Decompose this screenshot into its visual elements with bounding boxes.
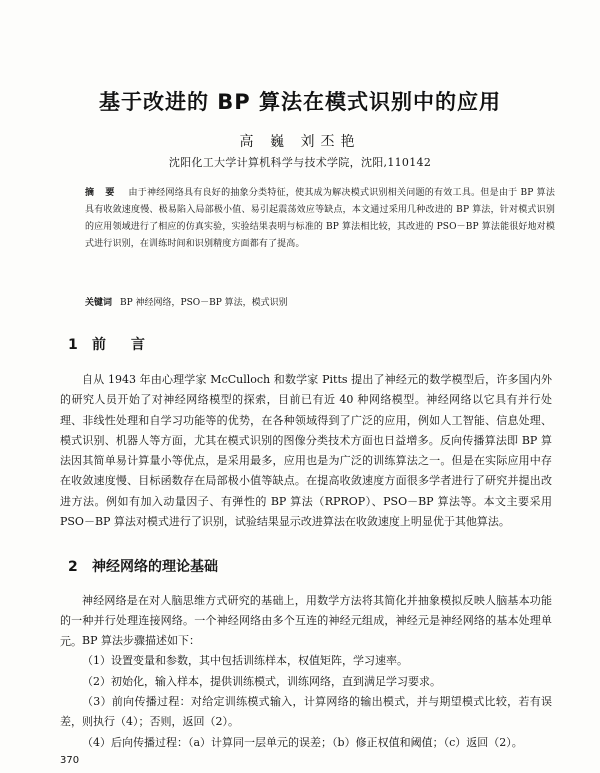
bp-step-2: （2）初始化，输入样本，提供训练模式，训练网络，直到满足学习要求。 <box>82 675 441 688</box>
bp-step-1: （1）设置变量和参数，其中包括训练样本，权值矩阵，学习速率。 <box>82 654 408 667</box>
section-2-paragraph-1: 神经网络是在对人脑思维方式研究的基础上，用数学方法将其简化并抽象模拟反映人脑基本功能的一种并行处理连接网络。一个神经网络由多个互连的神经元组成，神经元是神经网络的基本处理单元。 <box>60 594 552 648</box>
keywords-text: BP 神经网络，PSO－BP 算法，模式识别 <box>120 298 288 308</box>
paper-title: 基于改进的 BP 算法在模式识别中的应用 <box>98 90 502 114</box>
paper-affiliation: 沈阳化工大学计算机科学与技术学院，沈阳,110142 <box>168 156 432 169</box>
section-2-heading <box>68 556 218 576</box>
bp-step-3: （3）前向传播过程：对给定训练模式输入，计算网络的输出模式，并与期望模式比较，若有误差，则执行（4）；否则，返回（2）。 <box>60 695 552 729</box>
keywords-label: 关键词 <box>85 298 113 308</box>
abstract <box>85 185 555 253</box>
bp-step-4: （4）后向传播过程：（a）计算同一层单元的误差；（b）修正权值和阈值；（c）返回（2）。 <box>82 736 523 749</box>
section-2-title: 神经网络的理论基础 <box>92 559 218 575</box>
section-2-number: 2 <box>68 559 78 575</box>
section-1-paragraph: 自从 1943 年由心理学家 McCulloch 和数学家 Pitts 提出了神经元的数学模型后，许多国内外的研究人员开始了对神经网络模型的探索，目前已有近 40 种网络模型。神经网络以它具有并行处理、非线性处理和自学习功能等的优势，在各种领域得到了广泛的应用，例如人工智能、信息处理、模式识别、机器人等方面，尤其在模式识别的图像分类技术方面也日益增多。反向传播算法即 BP 算法因其简单易计算量小等优点，是采用最多，应用也是为广泛的训练算法之一。但是在实际应用中存在收敛速度慢、目标函数存在局部极小值等缺点。在提高收敛速度方面很多学者进行了研究并提出改进方法。例如有加入动量因子、有弹性的 BP 算法（RPROP）、PSO－BP 算法等。本文主要采用 PSO－BP 算法对模式进行了识别，试验结果显示改进算法在收敛速度上明显优于其他算法。 <box>60 373 552 529</box>
page-number: 370 <box>60 755 80 766</box>
keywords <box>85 295 555 308</box>
abstract-label: 摘 要 <box>85 188 119 198</box>
section-1-title: 前 言 <box>92 337 155 353</box>
section-2-paragraph-2: BP 算法步骤描述如下： <box>82 634 200 647</box>
section-1-number: 1 <box>68 337 78 353</box>
paper-authors: 高 巍 刘丕艳 <box>239 134 361 150</box>
abstract-text: 由于神经网络具有良好的抽象分类特征，使其成为解决模式识别相关问题的有效工具。但是由于 BP 算法具有收敛速度慢、极易陷入局部极小值、易引起震荡效应等缺点，本文通过采用几种改进的 BP 算法，针对模式识别的应用领域进行了相应的仿真实验，实验结果表明与标准的 BP 算法相比较，其改进的 PSO－BP 算法能很好地对模式进行识别，在训练时间和识别精度方面都有了提高。 <box>85 188 555 249</box>
section-1-heading <box>68 334 155 354</box>
